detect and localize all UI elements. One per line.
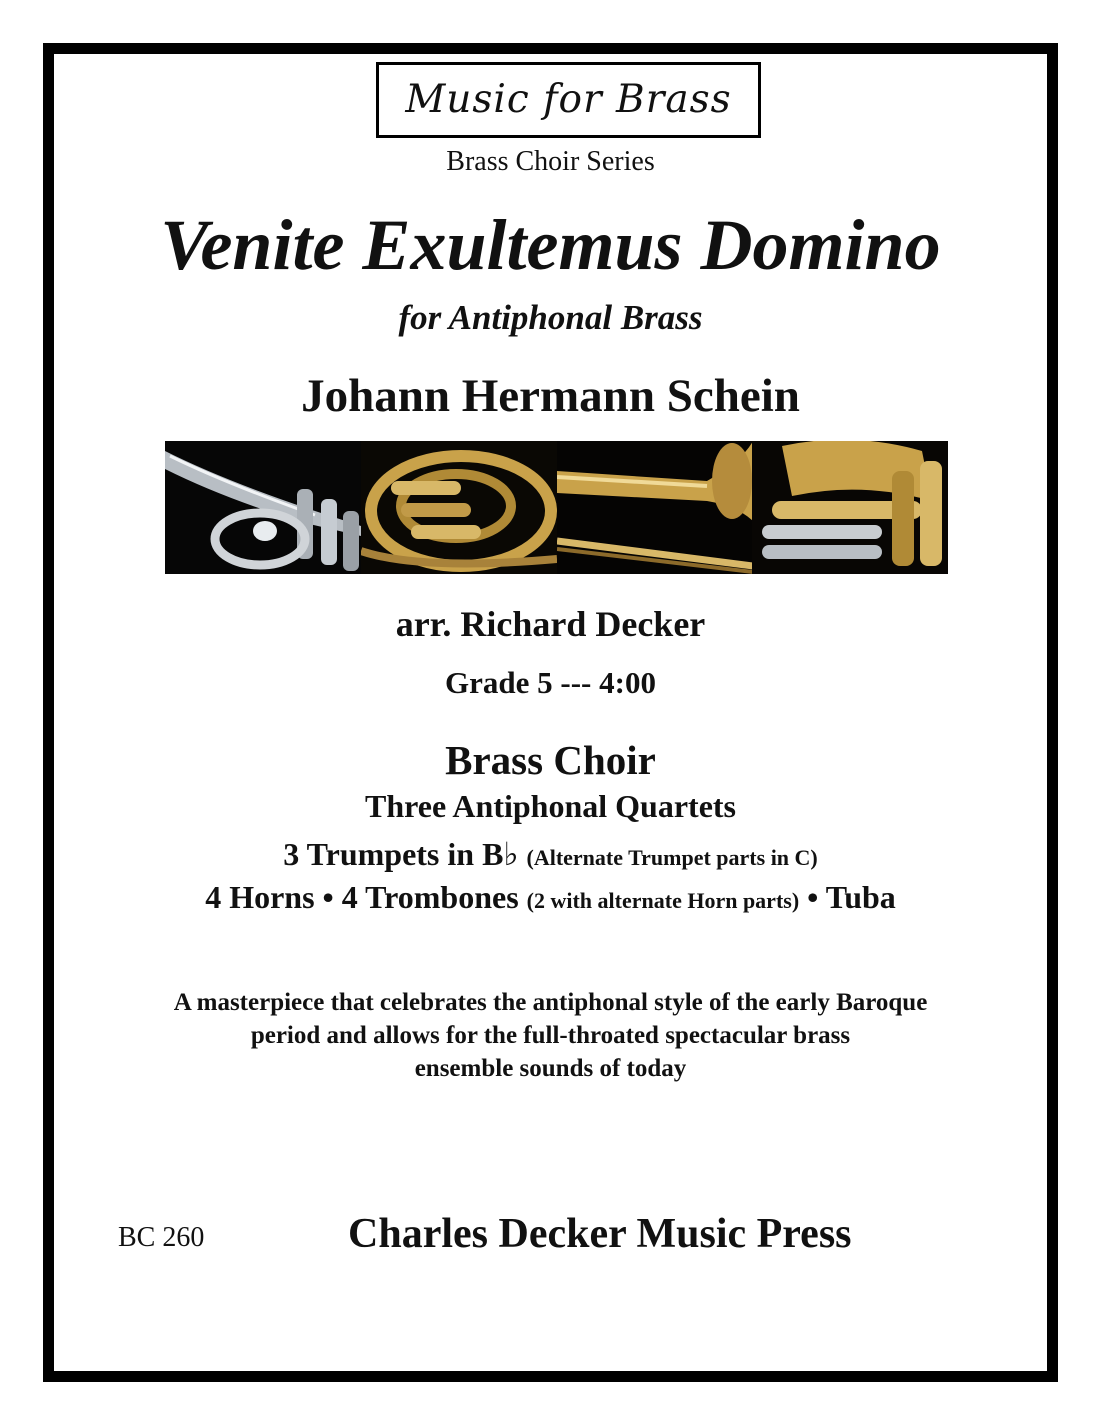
ensemble-subtitle: Three Antiphonal Quartets: [365, 788, 736, 824]
instrument-photo-strip: [165, 441, 948, 574]
ensemble-title: Brass Choir: [445, 737, 656, 783]
trombone-photo: [557, 441, 753, 574]
arranger-credit: arr. Richard Decker: [395, 604, 706, 644]
publisher-name: Charles Decker Music Press: [348, 1211, 852, 1257]
tuba-photo: [752, 441, 948, 574]
catalog-number: BC 260: [118, 1222, 205, 1253]
description-line-3: ensemble sounds of today: [414, 1055, 687, 1082]
trumpet-photo: [165, 441, 361, 574]
instrumentation-line-2: [0, 879, 1101, 916]
grade-duration: Grade 5 --- 4:00: [445, 665, 656, 700]
instrumentation-horns-trombones: 4 Horns • 4 Trombones: [205, 879, 527, 915]
instrumentation-line-1: [0, 835, 1101, 873]
french-horn-photo: [361, 441, 557, 574]
instrumentation-trumpets: 3 Trumpets in B♭: [283, 836, 527, 872]
piece-title: Venite Exultemus Domino: [160, 205, 941, 285]
instrumentation-horns-note: (2 with alternate Horn parts): [526, 888, 800, 913]
series-logo-text: Music for Brass: [405, 77, 732, 122]
description-line-2: period and allows for the full-throated spectacular brass: [250, 1022, 851, 1049]
instrumentation-tuba: • Tuba: [799, 879, 896, 915]
description-line-1: A masterpiece that celebrates the antiphonal style of the early Baroque: [173, 989, 928, 1016]
series-name: Brass Choir Series: [446, 146, 655, 177]
piece-subtitle: for Antiphonal Brass: [398, 298, 703, 337]
series-logo-box: [376, 62, 761, 138]
instrumentation-trumpets-note: (Alternate Trumpet parts in C): [526, 845, 818, 870]
composer-name: Johann Hermann Schein: [301, 370, 800, 422]
